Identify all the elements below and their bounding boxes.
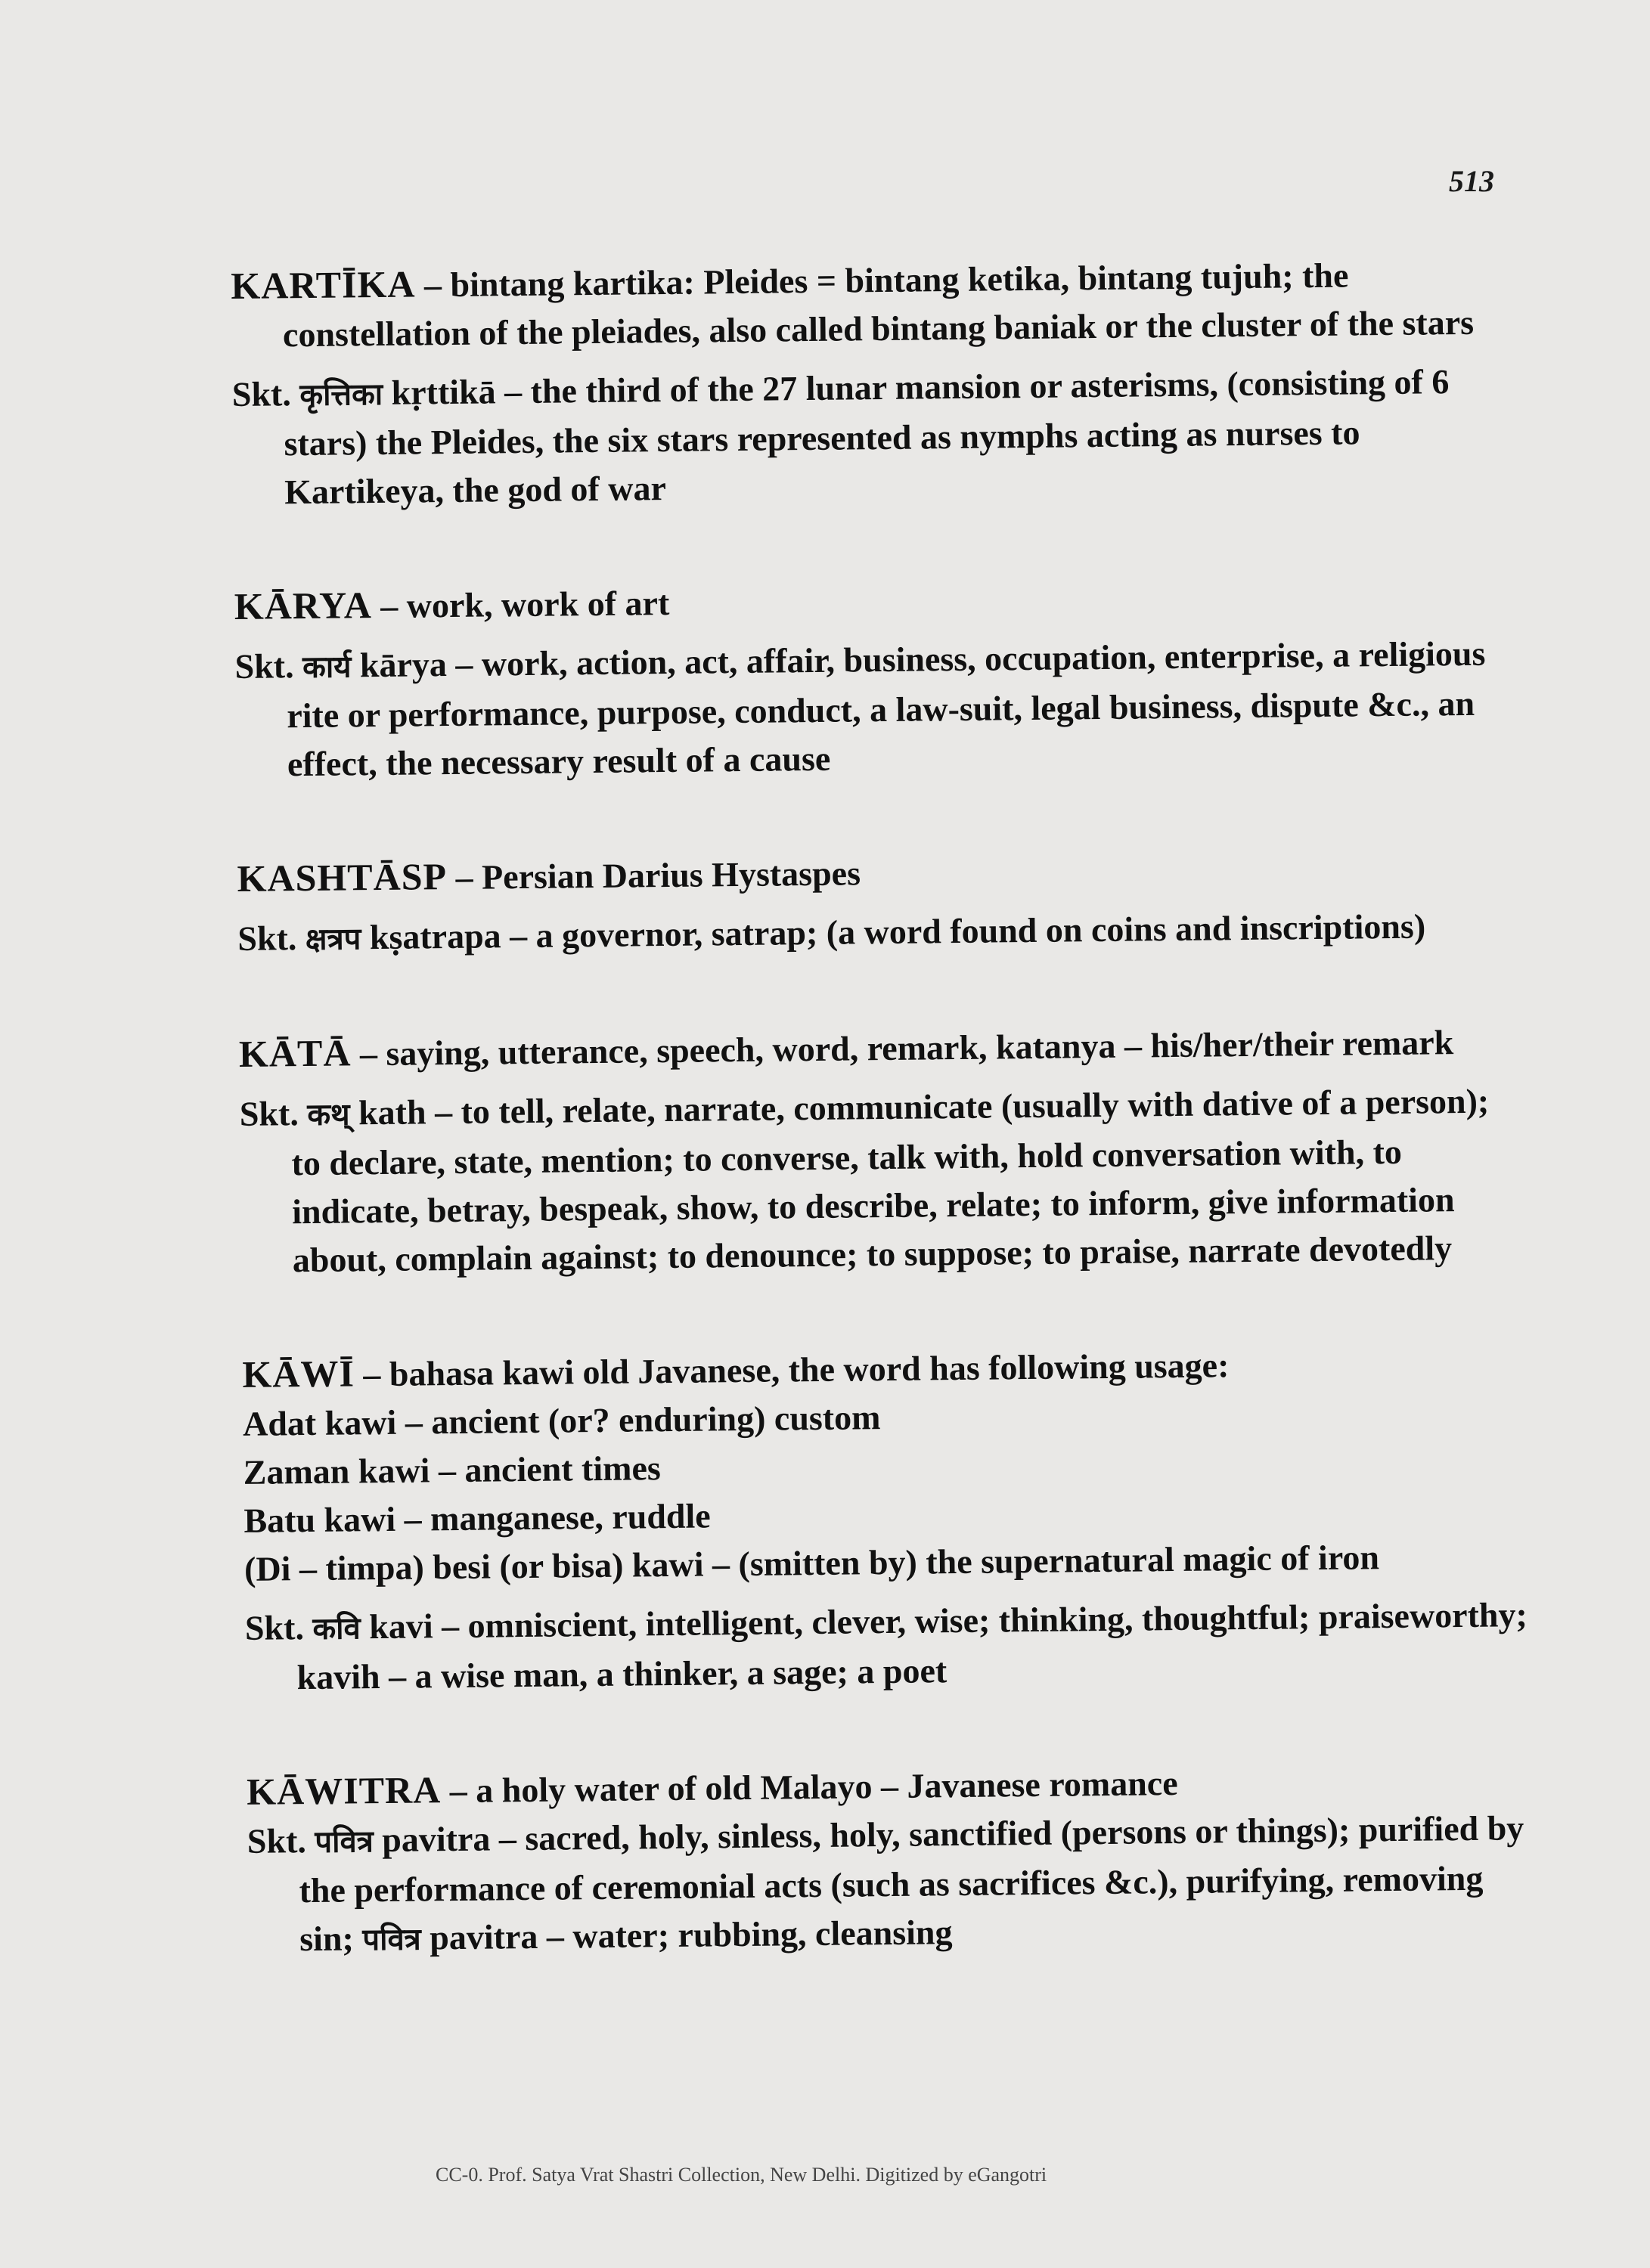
footer-watermark: CC-0. Prof. Satya Vrat Shastri Collection, New Delhi. Digitized by eGangotri <box>436 2164 1047 2186</box>
devanagari-word: कवि <box>312 1611 361 1647</box>
entry-karya-sanskrit <box>234 629 1521 789</box>
sanskrit-text: pavitra – sacred, holy, sinless, holy, sanctified (persons or things); purified by the performance of ceremonial acts (such as sacrifices &c.), purifying, removing sin; <box>299 1808 1524 1959</box>
devanagari-word: पवित्र <box>362 1922 421 1958</box>
definition-text: – work, work of art <box>371 583 670 626</box>
definition-text: – bahasa kawi old Javanese, the word has following usage: <box>354 1346 1230 1394</box>
entry-kawi <box>242 1337 1531 1703</box>
entry-kartika <box>231 248 1518 517</box>
usage-line: Adat kawi – ancient (or? enduring) custom <box>242 1398 881 1443</box>
definition-text: – a holy water of old Malayo – Javanese romance <box>440 1763 1178 1811</box>
entry-kata-sanskrit <box>239 1077 1527 1285</box>
sanskrit-text: kārya – work, action, act, affair, business, occupation, enterprise, a religious rite or performance, purpose, conduct, a law-suit, legal business, dispute &c., an effect, the necessary result of a cause <box>287 634 1486 784</box>
entry-kartika-definition <box>231 248 1517 360</box>
headword: KĀRYA <box>234 584 373 627</box>
sanskrit-text: kavi – omniscient, intelligent, clever, wise; thinking, thoughtful; praiseworthy; kavih – a wise man, a thinker, a sage; a poet <box>296 1595 1528 1697</box>
entry-karya <box>234 569 1521 789</box>
usage-line: (Di – timpa) besi (or bisa) kawi – (smitten by) the supernatural magic of iron <box>243 1538 1380 1588</box>
usage-line: Batu kawi – manganese, ruddle <box>243 1496 711 1540</box>
headword: KASHTĀSP <box>237 855 448 900</box>
skt-prefix: Skt. <box>231 374 300 414</box>
skt-prefix: Skt. <box>244 1607 313 1647</box>
devanagari-word: कार्य <box>302 649 352 686</box>
skt-prefix: Skt. <box>234 646 303 686</box>
sanskrit-text: kṛttikā – the third of the 27 lunar mansion or asterisms, (consisting of 6 stars) the Pleides, the six stars represented as nymphs acting as nurses to Kartikeya, the god of war <box>284 362 1450 512</box>
definition-text: – bintang kartika: Pleides = bintang ketika, bintang tujuh; the constellation of the pleiades, also called bintang baniak or the cluster of the stars <box>282 256 1475 355</box>
devanagari-word: क्षत्रप <box>305 922 361 958</box>
usage-line: Zaman kawi – ancient times <box>243 1448 662 1492</box>
devanagari-word: पवित्र <box>315 1824 374 1860</box>
skt-prefix: Skt. <box>239 1094 308 1133</box>
definition-text: – saying, utterance, speech, word, remark, katanya – his/her/their remark <box>351 1023 1454 1074</box>
sanskrit-text: pavitra – water; rubbing, cleansing <box>420 1913 953 1957</box>
entry-kawitra-sanskrit <box>247 1804 1534 1966</box>
entry-kartika-sanskrit <box>232 357 1519 517</box>
headword: KĀWĪ <box>242 1352 355 1396</box>
headword: KARTĪKA <box>231 262 416 307</box>
entry-kata <box>239 1016 1527 1285</box>
devanagari-word: कथ् <box>307 1097 350 1132</box>
entry-kawi-sanskrit <box>245 1591 1531 1703</box>
headword: KĀWITRA <box>246 1768 442 1813</box>
sanskrit-text: kṣatrapa – a governor, satrap; (a word found on coins and inscriptions) <box>361 906 1426 957</box>
skt-prefix: Skt. <box>237 919 306 958</box>
definition-text: – Persian Darius Hystaspes <box>446 854 861 897</box>
skt-prefix: Skt. <box>247 1820 315 1861</box>
devanagari-word: कृत्तिका <box>299 376 383 414</box>
entry-kawitra <box>247 1754 1534 1966</box>
page-number: 513 <box>1449 164 1494 198</box>
dictionary-entries <box>231 248 1534 1966</box>
sanskrit-text: kath – to tell, relate, narrate, communicate (usually with dative of a person); to declare, state, mention; to converse, talk with, hold conversation with, to indicate, betray, bespeak, show, to describe, relate; to inform, give information about, complain against; to denounce; to suppose; to praise, narrate devotedly <box>291 1081 1490 1280</box>
entry-kashtasp <box>237 841 1523 965</box>
headword: KĀTĀ <box>238 1031 352 1075</box>
